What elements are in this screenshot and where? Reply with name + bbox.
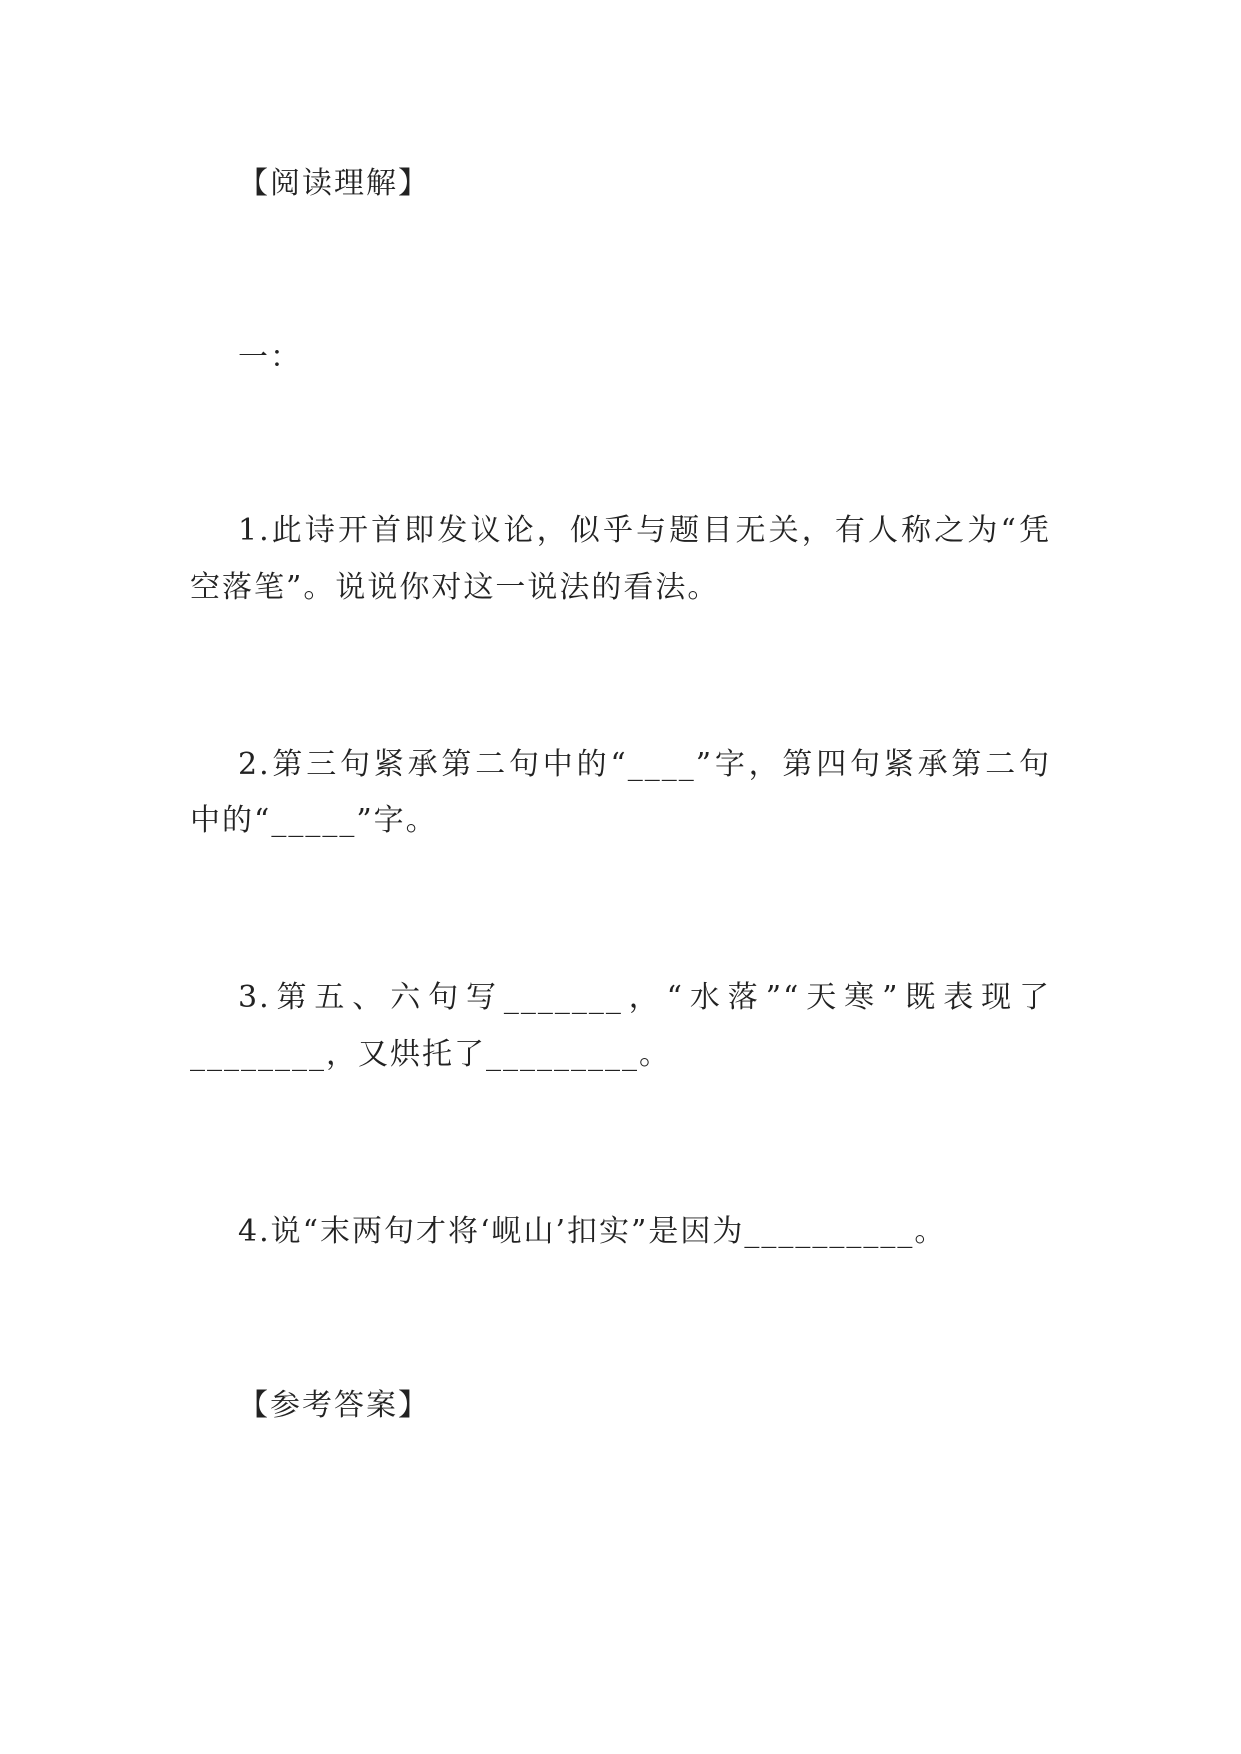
question-4: 4.说“末两句才将‘岘山’扣实”是因为__________。 (238, 1214, 947, 1249)
reading-comprehension-heading: 【阅读理解】 (238, 166, 430, 201)
question-3-line-2: ________，又烘托了_________。 (190, 1037, 671, 1072)
question-3-line-1: 3.第五、六句写_______，“水落”“天寒”既表现了 (238, 980, 1051, 1015)
question-1-line-2: 空落笔”。说说你对这一说法的看法。 (190, 570, 720, 605)
question-2-line-1: 2.第三句紧承第二句中的“____”字，第四句紧承第二句 (238, 747, 1051, 782)
part-one-label: 一： (238, 340, 302, 375)
reference-answer-heading: 【参考答案】 (238, 1388, 430, 1423)
question-2-line-2: 中的“_____”字。 (190, 803, 438, 838)
question-1-line-1: 1.此诗开首即发议论，似乎与题目无关，有人称之为“凭 (238, 513, 1051, 548)
